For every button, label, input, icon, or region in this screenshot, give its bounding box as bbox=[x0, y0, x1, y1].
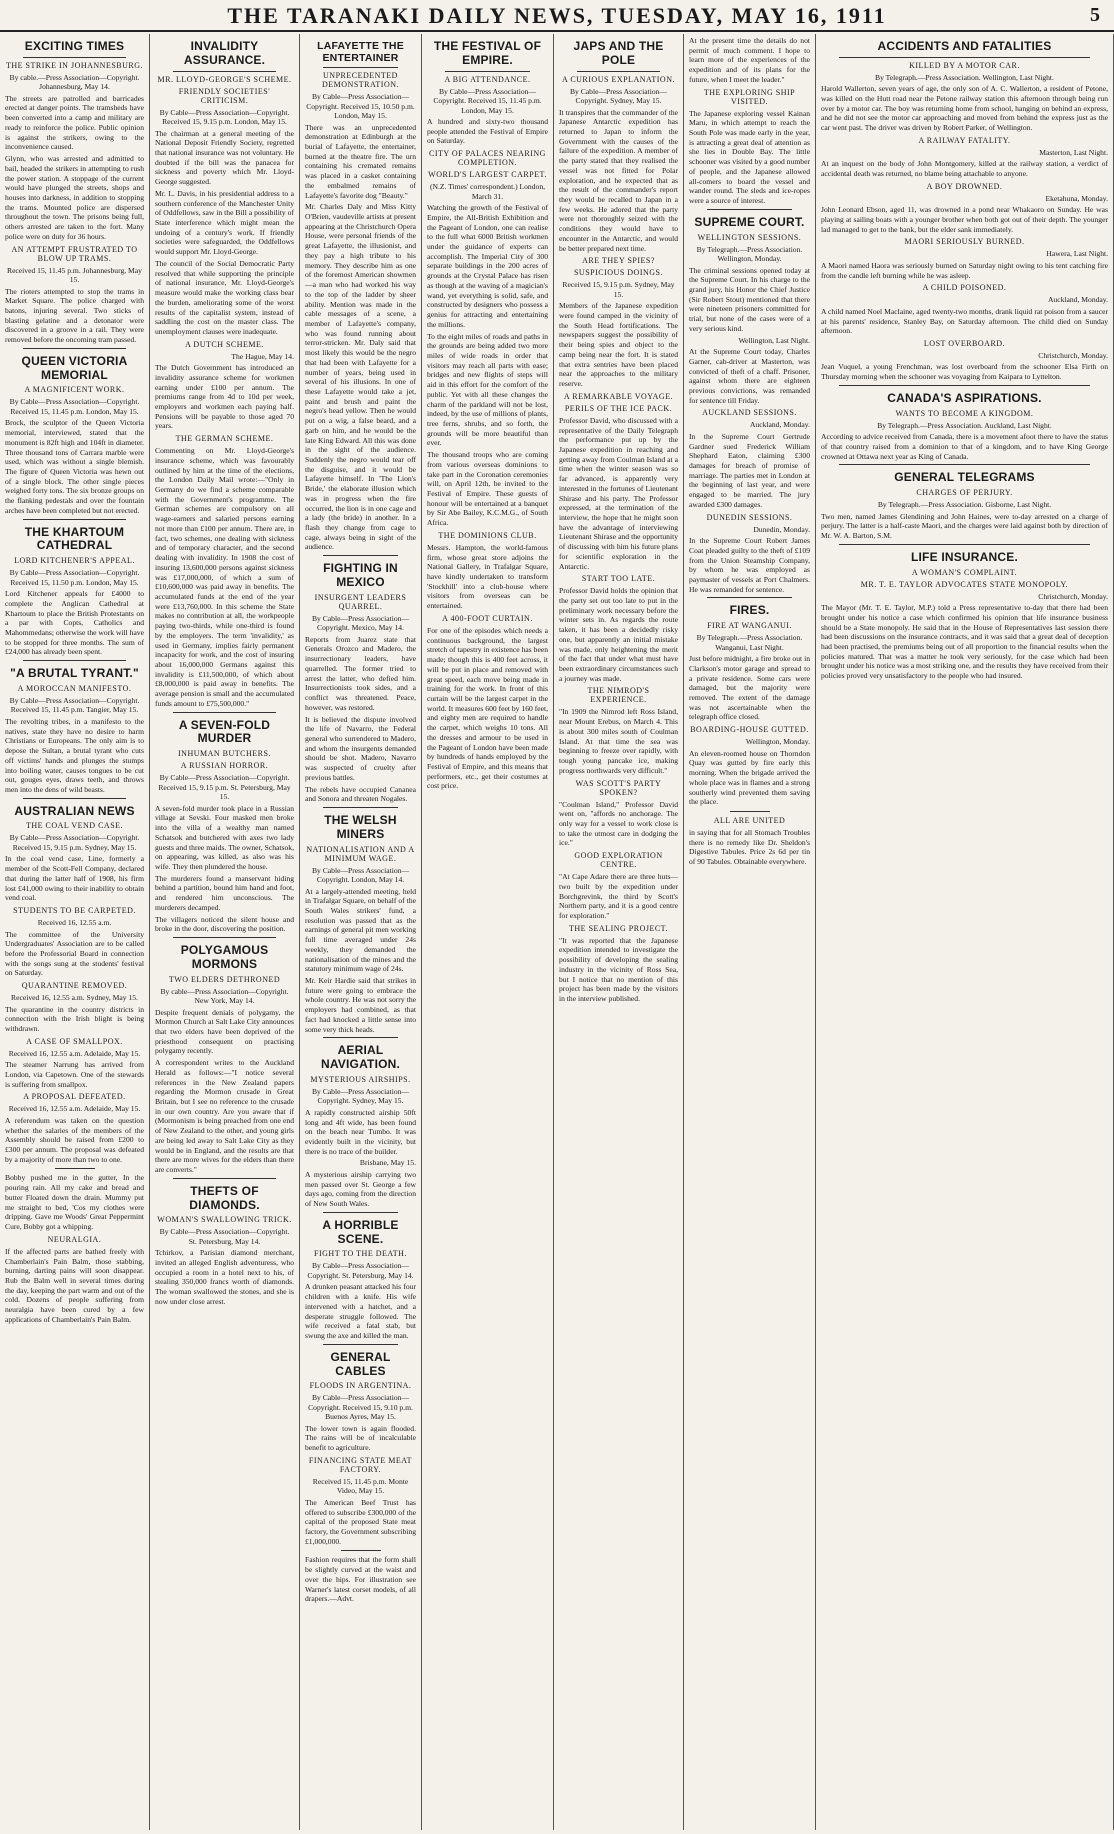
dateline: By Telegraph.—Press Association. Wellington, Monday. bbox=[696, 244, 803, 264]
article-headline: LAFAYETTE THE ENTERTAINER bbox=[317, 40, 404, 65]
article-subhead: WELLINGTON SESSIONS. bbox=[697, 232, 802, 242]
article-headline: INVALIDITY ASSURANCE. bbox=[183, 39, 266, 67]
dateline: Received 15, 9.15 p.m. Sydney, May 15. bbox=[562, 280, 675, 299]
article-body: "Coulman Island," Professor David went on, "affords no anchorage. The only way for a vessel to work close is to take the utmost care in dodging the ice." bbox=[559, 799, 678, 848]
divider bbox=[23, 57, 126, 58]
article-subhead: STUDENTS TO BE CARPETED. bbox=[13, 906, 136, 916]
article-body: At the Supreme Court today, Charles Garner, cab-driver at Masterton, was convicted of theft of a chaff. Prisoner, against whom there are eighteen previous convictions, was remanded for sentence till Friday. bbox=[689, 347, 810, 405]
dateline: Received 15, 11.45 p.m. Monte Video, May 15. bbox=[312, 1476, 409, 1496]
article-subhead: FRIENDLY SOCIETIES' CRITICISM. bbox=[178, 86, 271, 105]
article-body: The lower town is again flooded. The rains will be of incalculable benefit to agriculture. bbox=[305, 1423, 416, 1453]
divider bbox=[839, 57, 1090, 58]
dateline: Auckland, Monday. bbox=[1047, 295, 1108, 305]
article-headline: AUSTRALIAN NEWS bbox=[14, 803, 135, 818]
article-subhead: A DUTCH SCHEME. bbox=[185, 339, 264, 349]
dateline: By Telegraph.—Press Association. Wellington, Last Night. bbox=[875, 72, 1054, 82]
article-body: A seven-fold murder took place in a Russian village at Sevski. Four masked men broke into the villa of a wealthy man named Schatsok and butchered with axes two lady guests and three maids. The owner, Schatsok, on appearing, was killed, as also was his wife. They then plundered the house. bbox=[155, 803, 294, 871]
article-subhead: A 400-FOOT CURTAIN. bbox=[442, 613, 533, 623]
article-subhead: QUARANTINE REMOVED. bbox=[21, 981, 128, 991]
column-5 bbox=[554, 34, 684, 1830]
article-subhead: FIRE AT WANGANUI. bbox=[707, 621, 792, 631]
dateline: By Cable—Press Association—Copyright. London, May 14. bbox=[311, 865, 410, 885]
dateline: By Cable—Press Association—Copyright. St. Petersburg, May 14. bbox=[159, 1227, 290, 1246]
article-subhead: WOMAN'S SWALLOWING TRICK. bbox=[157, 1215, 292, 1225]
article-subhead: PERILS OF THE ICE PACK. bbox=[564, 403, 673, 413]
newspaper-title: THE TARANAKI DAILY NEWS, TUESDAY, MAY 16, 1911 bbox=[227, 3, 887, 28]
article-subhead: A PROPOSAL DEFEATED. bbox=[23, 1092, 126, 1102]
dateline: Christchurch, Monday. bbox=[1038, 351, 1108, 360]
article-body: "It was reported that the Japanese expedition intended to investigate the possibility of developing the sealing industry in the vicinity of Ross Sea, but I notice that no mention of this project has been made by the visitors in the interview published. bbox=[559, 935, 678, 1003]
article-subhead: A CHILD POISONED. bbox=[922, 283, 1007, 293]
article-headline: SUPREME COURT. bbox=[694, 214, 805, 229]
article-subhead: WORLD'S LARGEST CARPET. bbox=[428, 170, 547, 180]
advertisement-verse: Bobby pushed me in the gutter, In the pouring rain. All my cake and bread and butter Floated down the drain. Mummy put me straight to bed, 'Cos my clothes were dripping. Gave me Woods' Great Peppermint Cure, Bobby got a whipping. bbox=[5, 1173, 144, 1232]
article-body: In the Supreme Court Gertrude Gardner sued Frederick William Shephard Eaton, claiming £300 damages for breach of promise of marriage. The parties met in London at the beginning of last year, and were engaged to be married. The jury awarded £300 damages. bbox=[689, 431, 810, 509]
article-body: An eleven-roomed house on Thorndon Quay was gutted by fire early this morning. When the brigade arrived the whole place was in flames and a strong southerly wind prevented them saving the place. bbox=[689, 748, 810, 807]
dateline: By Cable—Press Association—Copyright. Received 15, 10.50 p.m. London, May 15. bbox=[306, 92, 415, 121]
dateline: Wellington, Monday. bbox=[745, 737, 810, 747]
article-body: Watching the growth of the Festival of Empire, the All-British Exhibition and the Pageant of London, one can realise to the full what 6000 British workmen under the guidance of experts can accomplish. The Imperial City of 300 separate buildings in the 200 acres of grounds at the Crystal Palace has risen as though at the waving of a magician's wand, yet everything is solid, safe, and constructed by designers who possess a genius for attracting and entertaining the millions. bbox=[427, 203, 548, 329]
divider bbox=[323, 1212, 398, 1213]
article-headline: CANADA'S ASPIRATIONS. bbox=[887, 390, 1042, 405]
article-subhead: LORD KITCHENER'S APPEAL. bbox=[14, 556, 135, 566]
column-1 bbox=[0, 34, 150, 1830]
article-subhead: FLOODS IN ARGENTINA. bbox=[309, 1381, 412, 1391]
article-body: Mr. L. Davis, in his presidential address to a southern conference of the Manchester Unity of Oddfellows, saw in the Bill a possibility of State interference which might mean the undoing of a century's work. If friendly societies were safeguarded, the Oddfellows would support Mr. Lloyd-George. bbox=[155, 188, 294, 257]
dateline: By Cable—Press Association—Copyright. Received 15, 9.15 p.m. London, May 15. bbox=[159, 107, 290, 127]
article-body: The murderers found a manservant hiding behind a partition, bound him hand and foot, and rendered him unconscious. The murderers decamped. bbox=[155, 873, 294, 912]
article-subhead: LOST OVERBOARD. bbox=[923, 339, 1006, 348]
article-subhead: AN ATTEMPT FRUSTRATED TO BLOW UP TRAMS. bbox=[11, 244, 138, 263]
article-subhead: THE NIMROD'S EXPERIENCE. bbox=[587, 686, 650, 705]
article-body: According to advice received from Canada, there is a movement afoot there to have the status of that country raised from a dominion to that of a kingdom, and to have King George crowned at Ottawa next year as King of Canada. bbox=[821, 432, 1108, 461]
article-subhead: WANTS TO BECOME A KINGDOM. bbox=[895, 408, 1034, 418]
article-subhead: A WOMAN'S COMPLAINT. bbox=[911, 567, 1018, 577]
column-2 bbox=[150, 34, 300, 1830]
article-headline: THE FESTIVAL OF EMPIRE. bbox=[433, 39, 542, 67]
article-subhead: THE DOMINIONS CLUB. bbox=[438, 530, 537, 540]
dateline: By cable—Press Association—Copyright. New York, May 14. bbox=[160, 986, 289, 1006]
article-body: Commenting on Mr. Lloyd-George's insurance scheme, which was favourably outlined by him at the time of the elections, the London Daily Mail wrote:—"Only in Germany do we find a scheme comparable with the Government's programme. The German schemes are compulsory on all wage-earners and salaried persons earning not more than £100 per annum. There are, in fact, two schemes, one dealing with sickness and of temporary character, and the second dealing with invalidity. In 1908 the cost of insuring 13,600,000 persons against sickness was £17,000,000, of which a sum of £10,600,000 was paid away in benefits. The accumulated funds at the end of the year were £13,760,000. In this scheme the State makes no contribution at all, the workpeople paying two-thirds, while one-third is found by the employers. The term 'invalidity,' as used in Germany, implies fairly permanent incapacity for work, and the cost of insuring about 16,000,000 Germans against this invalidity is £11,500,000, of which about £8,000,000 is paid away in benefits. The average pension is small and the accumulated funds amount to £75,500,000." bbox=[155, 446, 294, 708]
article-body: The quarantine in the country districts in connection with the Irish blight is being withdrawn. bbox=[5, 1004, 144, 1034]
article-subhead: KILLED BY A MOTOR CAR. bbox=[909, 60, 1020, 70]
article-headline: A SEVEN-FOLD MURDER bbox=[178, 717, 271, 746]
dateline: Received 15, 11.45 p.m. Johannesburg, May 15. bbox=[7, 265, 142, 285]
divider bbox=[55, 1168, 95, 1169]
article-subhead: THE STRIKE IN JOHANNESBURG. bbox=[5, 60, 144, 70]
dateline: Received 16, 12.55 a.m. Adelaide, May 15. bbox=[8, 1104, 141, 1114]
article-headline: A HORRIBLE SCENE. bbox=[322, 1217, 399, 1246]
article-subhead: MAORI SERIOUSLY BURNED. bbox=[904, 237, 1025, 247]
divider bbox=[323, 1037, 398, 1038]
article-subhead: WAS SCOTT'S PARTY SPOKEN? bbox=[575, 778, 662, 797]
article-subhead: CITY OF PALACES NEARING COMPLETION. bbox=[429, 149, 546, 168]
article-body: A mysterious airship carrying two men passed over St. George a few days ago, coming from the direction of New South Wales. bbox=[305, 1169, 416, 1209]
article-subhead: A BOY DROWNED. bbox=[926, 181, 1003, 191]
article-subhead: UNPRECEDENTED DEMONSTRATION. bbox=[322, 71, 399, 90]
divider bbox=[341, 1550, 381, 1551]
article-body: Mr. Keir Hardie said that strikes in future were going to embrace the whole country. He was not sorry the employers had combined, as that fact had knocked a little sense into some very thick heads. bbox=[305, 976, 416, 1034]
dateline: Dunedin, Monday. bbox=[753, 524, 810, 534]
article-body: The council of the Social Democratic Party resolved that while supporting the principle of national insurance, Mr. Lloyd-George's measure would make the working class bear the burden, ameliorating some of the worst results of the capitalist system, instead of saddling the cost on the master class. The unemployment clauses were inadequate. bbox=[155, 258, 294, 336]
article-body: The streets are patrolled and barricades erected at danger points. The tramsheds have been converted into a camp and military are ready to reinforce the police. Public opinion is against the strikers, owing to the inconvenience caused. bbox=[5, 93, 144, 152]
dateline: Hawera, Last Night. bbox=[1046, 249, 1108, 259]
article-headline: THE WELSH MINERS bbox=[324, 812, 397, 841]
article-subhead: INSURGENT LEADERS QUARREL. bbox=[314, 592, 407, 611]
article-body: At a largely-attended meeting, held in Trafalgar Square, on behalf of the South Wales strikers' fund, a resolution was passed that as the earnings of general pit men working full time averaged under 24s weekly, they demanded the nationalisation of the mines and the statutory minimum wage of 24s. bbox=[305, 886, 416, 974]
article-body: Brock, the sculptor of the Queen Victoria memorial, interviewed, stated that the monument is 82ft high and 104ft in diameter. Three thousand tons of Carrara marble were used, which was without a single blemish. The figure of Queen Victoria was hewn out of a single block. The other single pieces weighed forty tons. The six bronze groups on the flanking pedestals and over the fountain arches have been completed but not erected. bbox=[5, 418, 144, 515]
page-number: 5 bbox=[1090, 4, 1100, 26]
article-body: A correspondent writes to the Auckland Herald as follows:—"I notice several references in the New Zealand papers regarding the Mormon crusade in Great Britain, but I see no reference to the crusade in our own country. Are you aware that if (Mormonism is being preached from one end of New Zealand to the other, and young girls are being led away to Salt Lake City as they would be in England, and the results are that there are more wives for the elders than there are converts." bbox=[155, 1058, 294, 1175]
article-headline: POLYGAMOUS MORMONS bbox=[180, 942, 269, 971]
article-subhead: AUCKLAND SESSIONS. bbox=[702, 408, 797, 418]
article-body: A child named Noel Maclaine, aged twenty-two months, drank liquid rat poison from a saucer at his parents' residence, Stanley Bay, on Saturday afternoon. The child died on Sunday afternoon. bbox=[821, 306, 1108, 336]
article-body: Despite frequent denials of polygamy, the Mormon Church at Salt Lake City announces that two elders have been deprived of the priesthood consequent on practising polygamy recently. bbox=[155, 1007, 294, 1056]
dateline: Masterton, Last Night. bbox=[1039, 147, 1108, 157]
article-body: Members of the Japanese expedition were found camped in the vicinity of the South Head fortifications. The newspapers suggest the possibility of their being spies and object to the camp being near the fort. It is stated that extra sentries have been placed near the approaches to the military reserve. bbox=[559, 301, 678, 389]
article-body: In the Supreme Court Robert James Coat pleaded guilty to the theft of £109 from the Union Steamship Company, by whom he was employed as paymaster of vessels at Port Chalmers. He was remanded for sentence. bbox=[689, 536, 810, 594]
article-headline: "A BRUTAL TYRANT." bbox=[10, 666, 139, 681]
article-subhead: FINANCING STATE MEAT FACTORY. bbox=[308, 1455, 413, 1474]
article-body: Reports from Juarez state that Generals Orozco and Madero, the insurrectionary leaders, have quarrelled. The former tried to arrest the latter, who defied him. Insurrectionists took sides, and a conflict was threatened. Peace, however, was restored. bbox=[305, 634, 416, 712]
article-subhead: FIGHT TO THE DEATH. bbox=[314, 1249, 407, 1259]
article-body: "In 1909 the Nimrod left Ross Island, near Mount Erebus, on March 4. This is about 300 miles south of Coulman Island. At that time the sea was beginning to freeze over rapidly, with tough young pancake ice, making progress northwards very difficult." bbox=[559, 707, 678, 775]
dateline: Auckland, Monday. bbox=[749, 420, 810, 430]
article-body: Glynn, who was arrested and admitted to bail, headed the strikers in attempting to rush the power station. A stoppage of the current would have plunged the streets, shops and houses into darkness, in addition to stopping the trams. Mounted police are dispersed throughout the town. The prisons being full, others arrested are taken to the fort. Many police were on duty for 36 hours. bbox=[5, 154, 144, 241]
article-body: A drunken peasant attacked his four children with a knife. His wife intervened with a hatchet, and a desperate struggle followed. The wife received a fatal stab, but swung the axe and killed the man. bbox=[305, 1282, 416, 1340]
article-body: The Dutch Government has introduced an invalidity assurance scheme for workmen earning under £100 per annum. The premiums range from 4d to 10d per week, employers and workmen each paying half. Pensions will be payable to those aged 70 years. bbox=[155, 363, 294, 431]
article-body: A hundred and sixty-two thousand people attended the Festival of Empire on Saturday. bbox=[427, 117, 548, 146]
article-headline: FIGHTING IN MEXICO bbox=[323, 561, 398, 589]
advertisement-body: in saying that for all Stomach Troubles there is no remedy like Dr. Sheldon's Digestive Tabules. Price 2s 6d per tin of 90 Tabules. Obtainable everywhere. bbox=[689, 828, 810, 867]
article-body: Professor David holds the opinion that the party set out too late to put in the preliminary work necessary before the winter sets in. As regards the route taken, it has been a decidedly risky one, but apparently an initial mistake was made, only heightening the merit of the fact that under what must have been extraordinary circumstances such a journey was made. bbox=[559, 586, 678, 683]
article-headline: FIRES. bbox=[729, 603, 770, 618]
article-body: John Leonard Ebson, aged 11, was drowned in a pond near Whakaoro on Sunday. He was playing at sailing boats with a younger brother when both got out of their depth. The younger lad managed to get to the bank, but the elder sank immediately. bbox=[821, 205, 1108, 234]
article-body: Just before midnight, a fire broke out in Clarkson's motor garage and spread to a private residence. Some cars were damaged, but the majority were removed. The extent of the damage was not ascertainable when the telegraph office closed. bbox=[689, 654, 810, 722]
article-body: The revolting tribes, in a manifesto to the natives, state they have no desire to harm Christians or Europeans. The only aim is to depose the Sultan, a brutal tyrant who cuts off victims' hands and plunges the stumps into boiling water, causes tongues to be cut out, gouges eyes, draws teeth, and throws men into the dens of wild beasts. bbox=[5, 716, 144, 794]
dateline: By Telegraph.—Press Association. Gisborne, Last Night. bbox=[877, 500, 1052, 510]
divider bbox=[839, 464, 1090, 465]
dateline: By Cable—Press Association—Copyright. Received 15, 9.10 p.m. Buenos Ayres, May 15. bbox=[308, 1393, 413, 1422]
article-body: The chairman at a general meeting of the National Deposit Friendly Society, regretted that national insurance was not voluntary. He doubted if the bill was the panacea for sickness and poverty which Mr. Lloyd-George suggested. bbox=[155, 128, 294, 187]
article-body: There was an unprecedented demonstration at Edinburgh at the burial of Lafayette, the entertainer, burned at the theatre fire. The urn containing his cremated remains was placed in a casket containing the embalmed remains of Lafayette's favorite dog "Beauty." bbox=[305, 122, 416, 200]
dateline: By Cable—Press Association—Copyright. Sydney, May 15. bbox=[569, 86, 668, 106]
column-3 bbox=[300, 34, 422, 1830]
dateline: By Cable—Press Association—Copyright. St. Petersburg, May 14. bbox=[307, 1261, 414, 1280]
dateline: By Cable—Press Association—Copyright. Received 15, 9.15 p.m. St. Petersburg, May 15. bbox=[158, 773, 291, 802]
divider bbox=[173, 937, 276, 938]
divider bbox=[323, 807, 398, 808]
column-4 bbox=[422, 34, 554, 1830]
article-subhead: THE COAL VEND CASE. bbox=[25, 821, 124, 831]
dateline: Brisbane, May 15. bbox=[359, 1158, 416, 1168]
article-headline: ACCIDENTS AND FATALITIES bbox=[877, 39, 1052, 53]
article-headline: GENERAL CABLES bbox=[330, 1349, 391, 1378]
article-body: The villagers noticed the silent house and broke in the door, discovering the position. bbox=[155, 914, 294, 934]
article-body: The steamer Narrung has arrived from London, via Capetown. One of the stewards is suffering from smallpox. bbox=[5, 1060, 144, 1089]
divider bbox=[23, 348, 126, 349]
article-subhead: THE GERMAN SCHEME. bbox=[175, 434, 274, 444]
divider bbox=[323, 555, 398, 556]
column-6 bbox=[684, 34, 816, 1830]
article-subhead: A MOROCCAN MANIFESTO. bbox=[17, 683, 132, 693]
dateline: By Cable—Press Association—Copyright. Received 15, 11.45 p.m. London, May 15. bbox=[433, 86, 542, 115]
article-body: It transpires that the commander of the Japanese Antarctic expedition has returned to Japan to inform the Government with the causes of the failure of the expedition. A member of the party stated that they realised the vessel was not fitted for Polar exploration, and he expected that as the result of the commander's report they would be recalled to Japan in a few weeks. He adored that the party were not thoroughly seized with the conditions they would have to encounter in the Antarctic, and would be better prepared next time. bbox=[559, 107, 678, 253]
divider bbox=[23, 798, 126, 799]
article-subhead: A RAILWAY FATALITY. bbox=[918, 135, 1011, 145]
article-body: Two men, named James Glendining and John Haines, were to-day arrested on a charge of perjury. The latter is a half-caste Maori, and the charges were laid against both by direction of Mr. W. A. Barton, S.M. bbox=[821, 511, 1108, 541]
article-headline: QUEEN VICTORIA MEMORIAL bbox=[21, 353, 128, 382]
advertisement-heading: ALL ARE UNITED bbox=[713, 816, 786, 825]
article-subhead: A RUSSIAN HORROR. bbox=[180, 761, 269, 771]
article-body: A rapidly constructed airship 50ft long and 4ft wide, has been found on the beach near Tumbo. It was evidently built in the vicinity, but there is no trace of the builder. bbox=[305, 1107, 416, 1156]
dateline: By Cable—Press Association—Copyright. Received 15, 9.15 p.m. Sydney, May 15. bbox=[9, 833, 140, 852]
dateline: (N.Z. Times' correspondent.) London, March 31. bbox=[429, 182, 546, 201]
article-subhead: ARE THEY SPIES? bbox=[582, 256, 655, 266]
article-headline: THE KHARTOUM CATHEDRAL bbox=[24, 524, 125, 553]
article-body: To the eight miles of roads and paths in the grounds are being added two more miles of wide roads in order that visitors may reach all parts with ease; bridges and new flights of steps will aid in this effort for the comfort of the public. Yet with all these changes the charm of the parkland will not be lost, indeed, by the use of millions of plants, tree ferns, shrubs, and so forth, the grounds will be more beautiful than ever. bbox=[427, 331, 548, 448]
masthead bbox=[0, 0, 1114, 32]
article-body: A referendum was taken on the question whether the salaries of the members of the Assembly should be raised from £200 to £300 per annum. The proposal was defeated by a majority of more than two to one. bbox=[5, 1115, 144, 1164]
article-body: It is believed the dispute involved the life of Navarro, the Federal general who surrendered to Madero, and whom the insurgents demanded should be shot. Madero, Navarro was suspected of cruelty after previous battles. bbox=[305, 714, 416, 782]
divider bbox=[173, 1178, 276, 1179]
advertisement-body: Fashion requires that the form shall be slightly curved at the waist and over the hips. For illustration see Warner's latest corset models, of all drapers.—Advt. bbox=[305, 1555, 416, 1604]
divider bbox=[839, 385, 1090, 386]
article-body: The rioters attempted to stop the trams in Market Square. The police charged with batons, injuring several. Two sticks of blasting gelatine and a detonator were discovered in a groove in a rail. They were removed before the oncoming tram passed. bbox=[5, 286, 144, 345]
divider bbox=[839, 544, 1090, 545]
article-body: Messrs. Hampton, the world-famous firm, whose great store adjoins the National Gallery, in Trafalgar Square, have kindly undertaken to transform 'Stockhill' into a club-house where visitors from overseas can be entertained. bbox=[427, 542, 548, 611]
article-subhead: A REMARKABLE VOYAGE. bbox=[563, 391, 674, 401]
article-subhead: BOARDING-HOUSE GUTTED. bbox=[690, 725, 809, 735]
article-body: The rebels have occupied Cananea and Sonora and threaten Nogales. bbox=[305, 784, 416, 804]
dateline: By cable.—Press Association—Copyright. Johannesburg, May 14. bbox=[9, 72, 140, 92]
article-body: The Japanese exploring vessel Kainan Maru, in which attempt to reach the South Pole was made early in the year, is attracting a great deal of attention as she lies in Double Bay. The little schooner was visited by a good number of people, and the Japanese allowed all-comers to board the vessel and wander round. The sleds and ice-ropes were a source of interest. bbox=[689, 108, 810, 206]
divider bbox=[173, 71, 276, 72]
dateline: Wellington, Last Night. bbox=[738, 335, 810, 345]
divider bbox=[707, 597, 792, 598]
dateline: Eketahuna, Monday. bbox=[1045, 193, 1108, 203]
article-subhead: CHARGES OF PERJURY. bbox=[916, 488, 1013, 498]
article-subhead: THE EXPLORING SHIP VISITED. bbox=[703, 87, 796, 106]
article-subhead: DUNEDIN SESSIONS. bbox=[706, 512, 793, 522]
dateline: Received 16, 12.55 a.m. bbox=[37, 918, 112, 928]
article-body: Professor David, who discussed with a representative of the Daily Telegraph the performance put up by the Japanese expedition in reaching and getting away from Coulman Island at a time when the winter season was so far advanced, is apparently very interested in the fortunes of Lieutenant Shirase and his party. The Professor expressed, at the termination of the interview, the hope that he might soon have the advantage of interviewing Lieutenant Shirase and the opportunity of discussing with him his future plans for scientific exploration in the Antarctic. bbox=[559, 415, 678, 571]
article-body: Harold Wallerton, seven years of age, the only son of A. C. Wallerton, a resident of Petone, was killed on the Hutt road near the Petone railway station this afternoon through being run over by a motor car. The boy was returning home from school, hanging on behind an express, and he did not see the motor car approaching and moved from behind the express just as the car went past. The driver was driven by Robert Parker, of Wellington. bbox=[821, 84, 1108, 133]
article-body: In the coal vend case, Line, formerly a member of the Scott-Fell Company, declared that during the latter half of 1908, his firm lost £41,000 owing to their inability to obtain vend coal. bbox=[5, 854, 144, 903]
dateline: Received 16, 12.55 a.m. Adelaide, May 15. bbox=[8, 1048, 141, 1058]
article-headline: GENERAL TELEGRAMS bbox=[894, 470, 1035, 485]
article-subhead: TWO ELDERS DETHRONED bbox=[168, 974, 281, 984]
article-subhead: START TOO LATE. bbox=[581, 574, 656, 584]
article-body: Jean Vuquel, a young Frenchman, was lost overboard from the schooner Elsa Firth on Thursday morning when the schooner was voyaging from Kaipara to Lyttelton. bbox=[821, 362, 1108, 382]
advertisement-heading: NEURALGIA. bbox=[47, 1234, 102, 1244]
article-subhead: A CASE OF SMALLPOX. bbox=[26, 1036, 123, 1046]
divider bbox=[23, 519, 126, 520]
article-subhead: MR. LLOYD-GEORGE'S SCHEME. bbox=[157, 74, 292, 84]
article-body: For one of the episodes which needs a continuous background, the largest stretch of tapestry in existence has been made; though this is 400 feet across, it will be put in place and removed with great speed, each move being made in training for the work. In front of this curtain will be the largest carpet in the world. It measures 600 feet by 160 feet, and eighty men are required to handle the carpet, which weighs 10 tons. All the dresses and armour to be used in the Pageant of London have been made by hundreds of hands employed by the Festival of Empire, and this means that performers, etc., get their costumes at cost price. bbox=[427, 625, 548, 791]
article-body: "At Cape Adare there are three huts—two built by the expedition under Borchgrevink, the third by Scott's Northern party, and it is a good centre for exploration." bbox=[559, 872, 678, 920]
article-subhead: THE SEALING PROJECT. bbox=[569, 923, 668, 933]
article-body: The committee of the University Undergraduates' Association are to be called before the Professorial Board in connection with the songs sung at the students' festival on Saturday. bbox=[5, 929, 144, 978]
article-body: Mr. Charles Daly and Miss Kitty O'Brien, vaudeville artists at present appearing at the Christchurch Opera House, were personal friends of the great Lafayette, the illusionist, and they pay a high tribute to his memory. They describe him as one of the foremost American showmen—a man who had worked his way to the top of the ladder by sheer ability. Mention was made in the cable messages of a scene, a member of Lafayette's company, who was found running about terror-stricken. Mr. Daly said that most likely this would be the negro that had been with Lafayette for a number of years, being used in several of his illusions. In one of these Lafayette would take a jet, paint and brush and paint the negro's head yellow. Then he would put on a wig, a false beard, and a garb on him, and he would be the late King Edward. All this was done in the sight of the audience. Suddenly the negro would tear off the disguise, and it would be Lafayette himself. In 'The Lion's Bride,' the elaborate illusion which was in progress when the fire occurred, the lion is in one cage and a lady (the bride) in another. In a flash they change from cage to cage, always being in sight of the audience. bbox=[305, 202, 416, 552]
article-body: At an inquest on the body of John Montgomery, killed at the railway station, a verdict of accidental death was returned, no blame being attachable to anyone. bbox=[821, 159, 1108, 179]
article-headline: LIFE INSURANCE. bbox=[910, 549, 1018, 564]
dateline: By Telegraph.—Press Association. Auckland, Last Night. bbox=[877, 420, 1052, 430]
dateline: By Cable—Press Association—Copyright. Mexico, May 14. bbox=[311, 613, 410, 633]
article-body: A Maori named Haora was seriously burned on Saturday night owing to his tent catching fire from the candle left burning while he was asleep. bbox=[821, 260, 1108, 280]
article-subhead: INHUMAN BUTCHERS. bbox=[178, 749, 271, 759]
article-body: The criminal sessions opened today at the Supreme Court. In his charge to the grand jury, his Honor the Chief Justice (Sir Robert Stout) mentioned that there were nineteen prisoners committed for trial, but none of the cases were of a very serious kind. bbox=[689, 265, 810, 333]
article-subhead: MYSTERIOUS AIRSHIPS. bbox=[310, 1074, 411, 1084]
divider bbox=[323, 1344, 398, 1345]
article-body: The American Beef Trust has offered to subscribe £300,000 of the capital of the proposed State meat factory, the Government subscribing £1,000,000. bbox=[305, 1497, 416, 1546]
dateline: By Cable—Press Association—Copyright. Received 15, 11.45 p.m. Tangier, May 15. bbox=[9, 695, 140, 715]
dateline: By Cable—Press Association—Copyright. Received 15, 11.50 p.m. London, May 15. bbox=[9, 568, 140, 587]
article-headline: AERIAL NAVIGATION. bbox=[320, 1043, 401, 1072]
article-body: Lord Kitchener appeals for £4000 to complete the Anglican Cathedral at Khartoum to place the British Protestants on a par with Copts, Catholics and Mahommedans; otherwise the work will have to be stopped for three months. The sum of £24,000 has already been spent. bbox=[5, 589, 144, 657]
article-headline: THEFTS OF DIAMONDS. bbox=[189, 1183, 260, 1212]
article-subhead: A BIG ATTENDANCE. bbox=[444, 74, 531, 84]
dateline: The Hague, May 14. bbox=[231, 351, 294, 361]
divider bbox=[730, 811, 770, 812]
article-subhead: SUSPICIOUS DOINGS. bbox=[573, 268, 663, 278]
divider bbox=[323, 67, 398, 68]
divider bbox=[23, 660, 126, 661]
advertisement-body: If the affected parts are bathed freely with Chamberlain's Pain Balm, those stabbing, burning, darting pains will soon disappear. Rub the Balm well in several times during the day, keeping the part warm and out of the cold. Dozens of people suffering from neuralgia have been cured by a few applications of Chamberlain's Pain Balm. bbox=[5, 1246, 144, 1324]
article-headline: EXCITING TIMES bbox=[24, 39, 125, 53]
article-subhead: A MAGNIFICENT WORK. bbox=[24, 385, 125, 395]
dateline: By Cable—Press Association—Copyright. Sydney, May 15. bbox=[311, 1086, 410, 1106]
dateline: Received 16, 12.55 a.m. Sydney, May 15. bbox=[11, 993, 138, 1003]
article-body: At the present time the details do not permit of much comment. I hope to learn more of the experiences of the expedition and of its plans for the future, when I meet the leader." bbox=[689, 36, 810, 84]
dateline: By Cable—Press Association—Copyright. Received 15, 11.45 p.m. London, May 15. bbox=[9, 397, 140, 416]
divider bbox=[173, 712, 276, 713]
article-subhead: A CURIOUS EXPLANATION. bbox=[561, 74, 675, 84]
dateline: Christchurch, Monday. bbox=[1038, 591, 1108, 601]
article-body: The thousand troops who are coming from various overseas dominions to take part in the Coronation ceremonies will, on April 12th, be invited to the Festival of Empire. These guests of honour will be entertained at a banquet by Sir Abe Bailey, K.C.M.G., of South Africa. bbox=[427, 450, 548, 528]
article-subhead: NATIONALISATION AND A MINIMUM WAGE. bbox=[306, 844, 415, 863]
column-7 bbox=[816, 34, 1114, 1830]
divider bbox=[445, 71, 530, 72]
divider bbox=[577, 71, 660, 72]
article-body: Tchirkov, a Parisian diamond merchant, invited an alleged English adventuress, who occupied a room in a hotel next to his, of stealing 350,000 francs worth of diamonds. The woman swallowed the stones, and she is now under close arrest. bbox=[155, 1248, 294, 1306]
divider bbox=[707, 209, 792, 210]
article-headline: JAPS AND THE POLE bbox=[573, 39, 664, 67]
article-subhead: MR. T. E. TAYLOR ADVOCATES STATE MONOPOLY. bbox=[860, 579, 1069, 589]
dateline: By Telegraph.—Press Association. Wanganui, Last Night. bbox=[696, 633, 803, 652]
article-body: The Mayor (Mr. T. E. Taylor, M.P.) told a Press representative to-day that there had been brought under his notice a case which confirmed his opinion that life insurance business should be a State monopoly. He said that in the House of Representatives last session there had been discussions on the insurance contracts, and it was said that a great deal of deception had been practised, the premiums being out of all proportion to the financial results when the policies matured. That was a matter he took very seriously, for the case which had been brought under his notice was a most striking one, and the results they have received from their policies proved very unsatisfactory to the people who had insured. bbox=[821, 603, 1108, 681]
article-subhead: GOOD EXPLORATION CENTRE. bbox=[574, 851, 663, 870]
